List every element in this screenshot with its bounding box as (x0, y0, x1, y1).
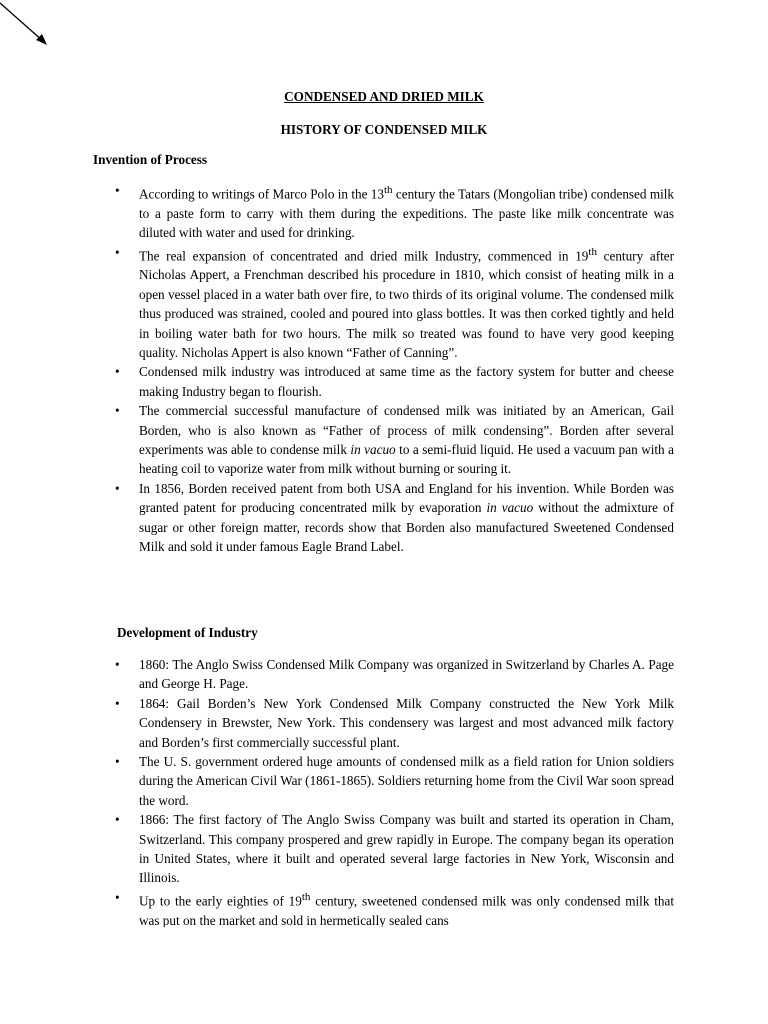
list-item: • Up to the early eighties of 19th century, sweetened condensed milk was only condensed milk that was put on the market and sold in hermetically sealed cans (0, 888, 674, 927)
list-item: • The commercial successful manufacture of condensed milk was initiated by an American, Gail Borden, who is also known as “Father of process of milk condensing”. Borden after several experiments was able to condense milk in vacuo to a semi-fluid liquid. He used a vacuum pan with a heating coil to vaporize water from milk without burning or souring it. (0, 401, 674, 479)
list-item: • According to writings of Marco Polo in the 13th century the Tatars (Mongolian tribe) condensed milk to a paste form to carry with them during the expeditions. The paste like milk concentrate was diluted with water and used for drinking. (0, 181, 674, 243)
list-item: • Condensed milk industry was introduced at same time as the factory system for butter and cheese making Industry began to flourish. (0, 362, 674, 401)
list-item: • 1860: The Anglo Swiss Condensed Milk Company was organized in Switzerland by Charles A. Page and George H. Page. (0, 655, 674, 694)
section-heading-development: Development of Industry (117, 625, 258, 640)
section-heading-invention: Invention of Process (93, 152, 208, 167)
document-subtitle: HISTORY OF CONDENSED MILK (280, 122, 488, 137)
invention-bullet-list (0, 181, 674, 557)
list-item: • 1864: Gail Borden’s New York Condensed Milk Company constructed the New York Milk Condensery in Brewster, New York. This condensery was largest and most advanced milk factory and Borden’s first commercially successful plant. (0, 694, 674, 752)
list-item: • The U. S. government ordered huge amounts of condensed milk as a field ration for Union soldiers during the American Civil War (1861-1865). Soldiers returning home from the Civil War soon spread the word. (0, 752, 674, 810)
list-item: • The real expansion of concentrated and dried milk Industry, commenced in 19th century after Nicholas Appert, a Frenchman described his procedure in 1810, which consist of heating milk in a open vessel placed in a water bath over fire, to two thirds of its original volume. The condensed milk thus produced was strained, cooled and poured into glass bottles. It was then corked tightly and held in boiling water bath for two hours. The milk so treated was found to have very good keeping quality. Nicholas Appert is also known “Father of Canning”. (0, 243, 674, 363)
list-item: • 1866: The first factory of The Anglo Swiss Company was built and started its operation in Cham, Switzerland. This company prospered and grew rapidly in Europe. The company began its operation in United States, where it built and operated several large factories in New York, Wisconsin and Illinois. (0, 810, 674, 888)
document-title: CONDENSED AND DRIED MILK (284, 89, 484, 104)
list-item: • In 1856, Borden received patent from both USA and England for his invention. While Borden was granted patent for producing concentrated milk by evaporation in vacuo without the admixture of sugar or other foreign matter, records show that Borden also manufactured Sweetened Condensed Milk and sold it under famous Eagle Brand Label. (0, 479, 674, 557)
development-bullet-list (0, 655, 674, 927)
arrow-icon (0, 0, 60, 60)
